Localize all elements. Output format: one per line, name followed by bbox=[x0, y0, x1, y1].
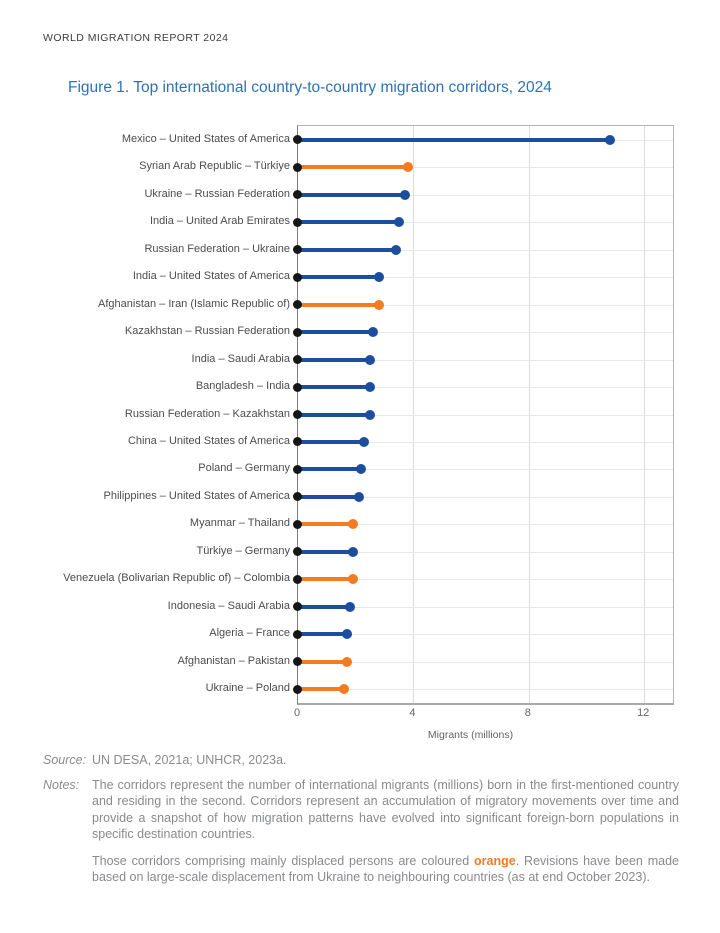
value-dot bbox=[374, 300, 384, 310]
category-label: India – Saudi Arabia bbox=[191, 352, 290, 365]
origin-dot bbox=[293, 300, 302, 309]
corridor-line bbox=[298, 522, 353, 526]
category-label: Russian Federation – Ukraine bbox=[144, 242, 290, 255]
value-dot bbox=[365, 355, 375, 365]
category-label: Poland – Germany bbox=[198, 462, 290, 475]
origin-dot bbox=[293, 492, 302, 501]
origin-dot bbox=[293, 575, 302, 584]
source-text: UN DESA, 2021a; UNHCR, 2023a. bbox=[92, 753, 287, 767]
origin-dot bbox=[293, 437, 302, 446]
value-dot bbox=[374, 272, 384, 282]
corridor-line bbox=[298, 413, 370, 417]
category-label: Kazakhstan – Russian Federation bbox=[124, 325, 290, 338]
value-dot bbox=[348, 547, 358, 557]
x-tick-label: 8 bbox=[524, 707, 531, 719]
category-label: China – United States of America bbox=[127, 434, 290, 447]
origin-dot bbox=[293, 520, 302, 529]
value-dot bbox=[339, 684, 349, 694]
category-label: Afghanistan – Iran (Islamic Republic of) bbox=[98, 297, 290, 310]
category-label: Ukraine – Russian Federation bbox=[144, 187, 290, 200]
category-label: India – United Arab Emirates bbox=[149, 215, 290, 228]
origin-dot bbox=[293, 190, 302, 199]
value-dot bbox=[342, 629, 352, 639]
category-label: Indonesia – Saudi Arabia bbox=[167, 599, 290, 612]
origin-dot bbox=[293, 218, 302, 227]
report-header: WORLD MIGRATION REPORT 2024 bbox=[43, 32, 229, 44]
origin-dot bbox=[293, 547, 302, 556]
orange-highlight: orange bbox=[474, 853, 516, 868]
category-label: Bangladesh – India bbox=[195, 380, 290, 393]
notes-paragraph-2: Those corridors comprising mainly displaced persons are coloured orange. Revisions have been made based on large-scale displacement from Ukraine to neighbouring countries (as at end October 2023). bbox=[92, 853, 679, 884]
category-label: Russian Federation – Kazakhstan bbox=[124, 407, 290, 420]
value-dot bbox=[342, 657, 352, 667]
corridor-line bbox=[298, 687, 344, 691]
value-dot bbox=[391, 245, 401, 255]
category-label: Venezuela (Bolivarian Republic of) – Colombia bbox=[63, 572, 290, 585]
category-label: Afghanistan – Pakistan bbox=[177, 654, 290, 667]
x-tick-label: 12 bbox=[637, 707, 650, 719]
notes-row bbox=[43, 777, 679, 886]
corridor-line bbox=[298, 330, 373, 334]
origin-dot bbox=[293, 163, 302, 172]
category-label: Türkiye – Germany bbox=[196, 544, 290, 557]
figure-footer bbox=[43, 752, 679, 886]
value-dot bbox=[345, 602, 355, 612]
value-dot bbox=[368, 327, 378, 337]
category-label: Mexico – United States of America bbox=[121, 132, 290, 145]
origin-dot bbox=[293, 685, 302, 694]
value-dot bbox=[348, 574, 358, 584]
notes-paragraph-1: The corridors represent the number of international migrants (millions) born in the first-mentioned country and residing in the second. Corridors represent an accumulation of migratory movements over time and provide a snapshot of how migration patterns have evolved into significant foreign-born populations in specific destination countries. bbox=[92, 777, 679, 841]
corridor-line bbox=[298, 358, 370, 362]
origin-dot bbox=[293, 355, 302, 364]
corridor-line bbox=[298, 303, 379, 307]
source-label: Source: bbox=[43, 753, 87, 767]
origin-dot bbox=[293, 245, 302, 254]
category-label: Syrian Arab Republic – Türkiye bbox=[139, 160, 290, 173]
category-label: Myanmar – Thailand bbox=[189, 517, 290, 530]
value-dot bbox=[365, 382, 375, 392]
corridor-line bbox=[298, 220, 399, 224]
corridor-line bbox=[298, 248, 396, 252]
category-label: Algeria – France bbox=[209, 627, 290, 640]
origin-dot bbox=[293, 410, 302, 419]
corridor-line bbox=[298, 467, 361, 471]
value-dot bbox=[356, 464, 366, 474]
value-dot bbox=[365, 410, 375, 420]
value-dot bbox=[348, 519, 358, 529]
value-dot bbox=[354, 492, 364, 502]
value-dot bbox=[359, 437, 369, 447]
corridor-line bbox=[298, 632, 347, 636]
category-label: Ukraine – Poland bbox=[205, 682, 290, 695]
origin-dot bbox=[293, 383, 302, 392]
corridor-line bbox=[298, 495, 359, 499]
category-label: India – United States of America bbox=[132, 270, 290, 283]
origin-dot bbox=[293, 602, 302, 611]
x-tick-label: 4 bbox=[409, 707, 416, 719]
corridor-line bbox=[298, 385, 370, 389]
value-dot bbox=[403, 162, 413, 172]
corridor-line bbox=[298, 138, 610, 142]
value-dot bbox=[394, 217, 404, 227]
corridor-line bbox=[298, 440, 364, 444]
origin-dot bbox=[293, 273, 302, 282]
plot-area bbox=[297, 125, 674, 705]
origin-dot bbox=[293, 630, 302, 639]
horizontal-gridline bbox=[298, 634, 673, 635]
category-label: Philippines – United States of America bbox=[103, 489, 290, 502]
origin-dot bbox=[293, 657, 302, 666]
horizontal-gridline bbox=[298, 662, 673, 663]
corridor-line bbox=[298, 550, 353, 554]
figure-title: Figure 1. Top international country-to-country migration corridors, 2024 bbox=[68, 79, 552, 96]
notes-label: Notes: bbox=[43, 777, 80, 792]
migration-corridors-chart bbox=[0, 125, 720, 741]
x-tick-label: 0 bbox=[293, 707, 301, 719]
corridor-line bbox=[298, 275, 379, 279]
corridor-line bbox=[298, 660, 347, 664]
origin-dot bbox=[293, 135, 302, 144]
corridor-line bbox=[298, 577, 353, 581]
origin-dot bbox=[293, 328, 302, 337]
horizontal-gridline bbox=[298, 689, 673, 690]
value-dot bbox=[605, 135, 615, 145]
value-dot bbox=[400, 190, 410, 200]
source-row bbox=[43, 752, 679, 769]
notes-text bbox=[92, 777, 679, 886]
origin-dot bbox=[293, 465, 302, 474]
corridor-line bbox=[298, 165, 408, 169]
corridor-line bbox=[298, 193, 405, 197]
x-axis-title: Migrants (millions) bbox=[427, 729, 514, 741]
corridor-line bbox=[298, 605, 350, 609]
